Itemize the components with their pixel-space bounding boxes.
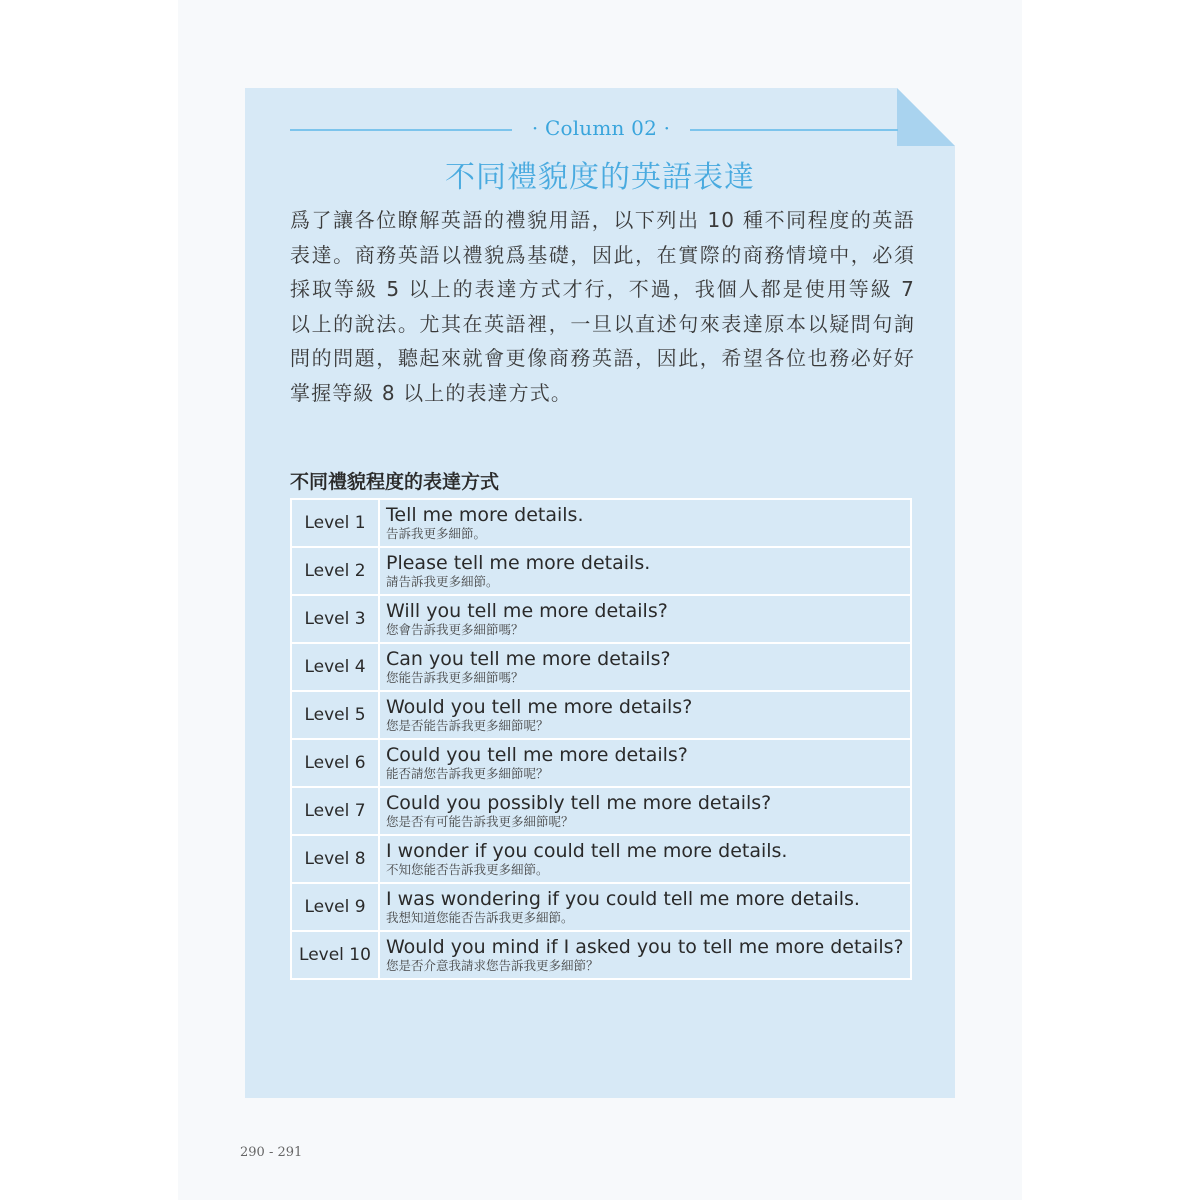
level-label: Level 5	[291, 691, 379, 739]
table-row	[291, 739, 911, 787]
phrase-cell	[379, 835, 911, 883]
phrase-cell	[379, 499, 911, 547]
english-phrase: I was wondering if you could tell me more details.	[386, 888, 860, 910]
table-row	[291, 499, 911, 547]
level-label: Level 3	[291, 595, 379, 643]
level-label: Level 2	[291, 547, 379, 595]
english-phrase: Could you possibly tell me more details?	[386, 792, 772, 814]
english-phrase: Would you tell me more details?	[386, 696, 693, 718]
table-row	[291, 835, 911, 883]
phrase-cell	[379, 787, 911, 835]
column-title: 不同禮貌度的英語表達	[445, 160, 755, 195]
level-label: Level 10	[291, 931, 379, 979]
chinese-translation: 您是否介意我請求您告訴我更多細節？	[386, 958, 599, 973]
chinese-translation: 告訴我更多細節。	[386, 526, 487, 541]
english-phrase: Will you tell me more details?	[386, 600, 668, 622]
level-label: Level 8	[291, 835, 379, 883]
phrase-cell	[379, 595, 911, 643]
phrase-cell	[379, 931, 911, 979]
chinese-translation: 您是否有可能告訴我更多細節呢？	[386, 814, 574, 829]
english-phrase: Tell me more details.	[386, 504, 584, 526]
table-row	[291, 787, 911, 835]
english-phrase: Can you tell me more details?	[386, 648, 671, 670]
phrase-cell	[379, 547, 911, 595]
header-rule-right	[690, 129, 898, 131]
table-row	[291, 883, 911, 931]
phrase-cell	[379, 739, 911, 787]
english-phrase: I wonder if you could tell me more details.	[386, 840, 788, 862]
table-row	[291, 931, 911, 979]
table-title: 不同禮貌程度的表達方式	[290, 471, 500, 493]
phrase-cell	[379, 691, 911, 739]
chinese-translation: 您能告訴我更多細節嗎？	[386, 670, 524, 685]
column-label: · Column 02 ·	[531, 116, 671, 140]
chinese-translation: 您會告訴我更多細節嗎？	[386, 622, 524, 637]
table-row	[291, 643, 911, 691]
phrase-cell	[379, 883, 911, 931]
chinese-translation: 能否請您告訴我更多細節呢？	[386, 766, 549, 781]
level-label: Level 7	[291, 787, 379, 835]
header-rule-left	[290, 129, 512, 131]
table-row	[291, 691, 911, 739]
level-label: Level 6	[291, 739, 379, 787]
chinese-translation: 您是否能告訴我更多細節呢？	[386, 718, 549, 733]
politeness-table	[290, 498, 912, 980]
chinese-translation: 請告訴我更多細節。	[386, 574, 499, 589]
chinese-translation: 不知您能否告訴我更多細節。	[386, 862, 549, 877]
level-label: Level 9	[291, 883, 379, 931]
english-phrase: Could you tell me more details?	[386, 744, 688, 766]
phrase-cell	[379, 643, 911, 691]
level-label: Level 1	[291, 499, 379, 547]
chinese-translation: 我想知道您能否告訴我更多細節。	[386, 910, 574, 925]
table-row	[291, 595, 911, 643]
page-numbers: 290 - 291	[240, 1145, 303, 1160]
level-label: Level 4	[291, 643, 379, 691]
table-row	[291, 547, 911, 595]
intro-paragraph: 爲了讓各位瞭解英語的禮貌用語，以下列出 10 種不同程度的英語表達。商務英語以禮貌爲基礎，因此，在實際的商務情境中，必須採取等級 5 以上的表達方式才行，不過，我個人都是使用等級 7 以上的說法。尤其在英語裡，一旦以直述句來表達原本以疑問句詢問的問題，聽起來就會更像商務英語，因此，希望各位也務必好好掌握等級 8 以上的表達方式。	[290, 208, 915, 405]
english-phrase: Please tell me more details.	[386, 552, 651, 574]
english-phrase: Would you mind if I asked you to tell me more details?	[386, 936, 904, 958]
